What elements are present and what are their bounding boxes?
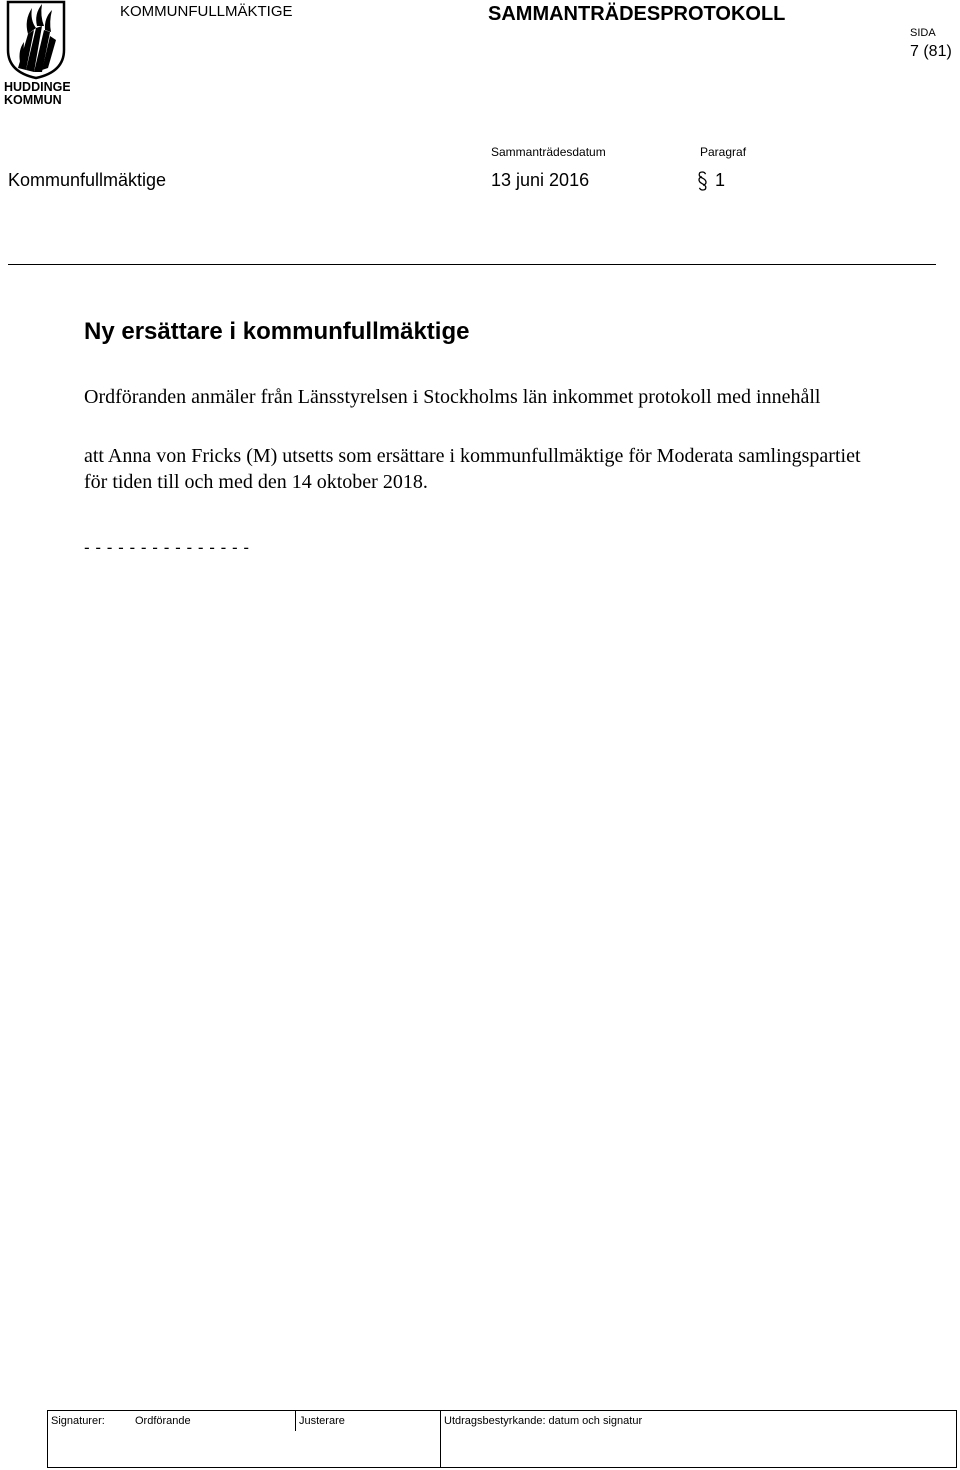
logo-text-line1: HUDDINGE xyxy=(4,80,70,94)
coat-of-arms-icon xyxy=(4,0,70,106)
org-label: KOMMUNFULLMÄKTIGE xyxy=(120,3,293,20)
body-paragraph-2: att Anna von Fricks (M) utsetts som ersättare i kommunfullmäktige för Moderata samlingspartiet för tiden till och med den 14 oktober 2018. xyxy=(84,445,861,493)
header-divider xyxy=(8,264,936,265)
page-number: 7 (81) xyxy=(910,43,952,60)
paragraph-label: Paragraf xyxy=(700,145,747,159)
extract-certification-label: Utdragsbestyrkande: datum och signatur xyxy=(440,1411,956,1467)
logo-text-line2: KOMMUN xyxy=(4,93,62,106)
page-label: SIDA xyxy=(910,27,936,39)
meeting-date-label: Sammanträdesdatum xyxy=(491,145,606,159)
huddinge-kommun-logo xyxy=(4,0,70,106)
signature-box xyxy=(47,1410,957,1468)
document-title: SAMMANTRÄDESPROTOKOLL xyxy=(488,3,786,25)
section-heading: Ny ersättare i kommunfullmäktige xyxy=(84,318,470,345)
committee-name: Kommunfullmäktige xyxy=(8,170,167,190)
section-separator: - - - - - - - - - - - - - - - xyxy=(84,538,250,557)
chair-signature-label: Ordförande xyxy=(135,1415,191,1427)
signatures-label: Signaturer: xyxy=(51,1415,105,1427)
paragraph-sign-icon xyxy=(697,171,708,191)
adjuster-signature-label: Justerare xyxy=(295,1411,440,1431)
paragraph-number: 1 xyxy=(715,170,726,190)
meeting-date: 13 juni 2016 xyxy=(491,170,590,190)
body-paragraph-1: Ordföranden anmäler från Länsstyrelsen i Stockholms län inkommet protokoll med innehåll xyxy=(84,386,821,408)
